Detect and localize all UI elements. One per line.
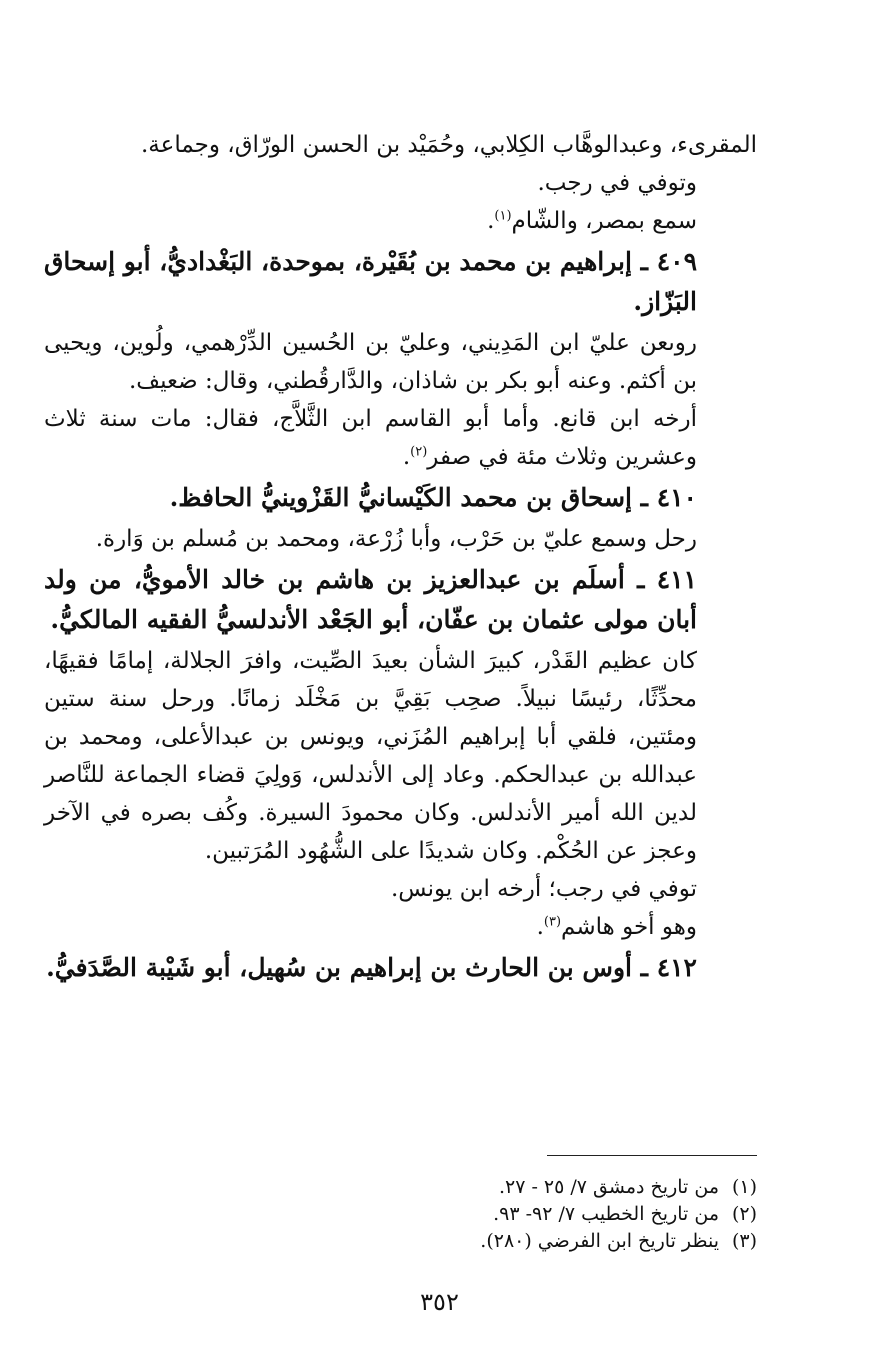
paragraph-travelled: رحل وسمع عليّ بن حَرْب، وأبا زُرْعة، ومحمد بن مُسلم بن وَارة. <box>95 526 697 552</box>
footnote-number: (٢) <box>731 1203 757 1225</box>
paragraph-heard <box>44 202 757 240</box>
paragraph-brother-text: وهو أخو هاشم <box>561 914 697 940</box>
paragraph-brother-end: . <box>536 914 544 940</box>
footnote-text: من تاريخ الخطيب ٧/ ٩٢- ٩٣. <box>493 1203 719 1225</box>
paragraph-biography: كان عظيم القَدْر، كبيرَ الشأن بعيدَ الصِّيت، وافرَ الجلالة، إمامًا فقيهًا، محدِّثًا، رئيسًا نبيلاً. صحِب بَقِيَّ بن مَخْلَد زمانًا. ورحل سنة ستين ومئتين، فلقي أبا إبراهيم المُزَني، ويونس بن عبدالأعلى، ومحمد بن عبدالله بن عبدالحكم. وعاد إلى الأندلس، وَولِيَ قضاء الجماعة للنَّاصر لدين الله أمير الأندلس. وكان محمودَ السيرة. وكُف بصره في الآخر وعجز عن الحُكْم. وكان شديدًا على الشُّهُود المُرَتبين. <box>44 648 697 864</box>
footnote-text: من تاريخ دمشق ٧/ ٢٥ - ٢٧. <box>498 1176 719 1198</box>
footnote-text: ينظر تاريخ ابن الفرضي (٢٨٠). <box>480 1230 719 1252</box>
entry-heading-409: ٤٠٩ ـ إبراهيم بن محمد بن بُقَيْرة، بموحدة، البَغْداديُّ، أبو إسحاق البَزّاز. <box>44 247 698 316</box>
paragraph-death: وتوفي في رجب. <box>537 170 697 196</box>
footnote-2 <box>200 1201 757 1228</box>
page-number: ٣٥٢ <box>420 1288 459 1316</box>
footnote-divider <box>547 1155 757 1156</box>
footnote-1 <box>200 1174 757 1201</box>
paragraph-died-rajab: توفي في رجب؛ أرخه ابن يونس. <box>390 876 697 902</box>
footnote-ref-1: (١) <box>494 208 512 224</box>
entry-heading-412: ٤١٢ ـ أوس بن الحارث بن إبراهيم بن سُهيل، أبو شَيْبة الصَّدَفيُّ. <box>46 953 697 982</box>
paragraph-dated-text: أرخه ابن قانع. وأما أبو القاسم ابن الثَّلاَّج، فقال: مات سنة ثلاث وعشرين وثلاث مئة في صفر <box>44 406 697 470</box>
footnote-ref-2: (٢) <box>410 444 428 460</box>
entry-heading-411: ٤١١ ـ أسلَم بن عبدالعزيز بن هاشم بن خالد الأمويُّ، من ولد أبان مولى عثمان بن عفّان، أبو الجَعْد الأندلسيُّ الفقيه المالكيُّ. <box>44 565 697 634</box>
paragraph-dated <box>44 400 757 476</box>
entry-heading-410: ٤١٠ ـ إسحاق بن محمد الكَيْسانيُّ القَزْوينيُّ الحافظ. <box>169 483 697 512</box>
paragraph-heard-end: . <box>487 208 495 234</box>
footnote-number: (١) <box>731 1176 757 1198</box>
main-text <box>44 126 757 990</box>
footnote-ref-3: (٣) <box>543 914 562 930</box>
paragraph-narrated: روىعن عليّ ابن المَدِيني، وعليّ بن الحُسين الدِّرْهمي، ولُوين، ويحيى بن أكثم. وعنه أبو بكر بن شاذان، والدَّارقُطني، وقال: ضعيف. <box>44 330 697 394</box>
paragraph-continuation: المقرىء، وعبدالوهَّاب الكِلابي، وحُمَيْد بن الحسن الورّاق، وجماعة. <box>140 132 757 158</box>
footnote-3 <box>200 1228 757 1255</box>
paragraph-heard-text: سمع بمصر، والشّام <box>511 208 697 234</box>
paragraph-brother <box>44 908 757 946</box>
footnotes <box>200 1174 757 1255</box>
footnote-number: (٣) <box>731 1230 757 1252</box>
paragraph-dated-end: . <box>402 444 411 470</box>
